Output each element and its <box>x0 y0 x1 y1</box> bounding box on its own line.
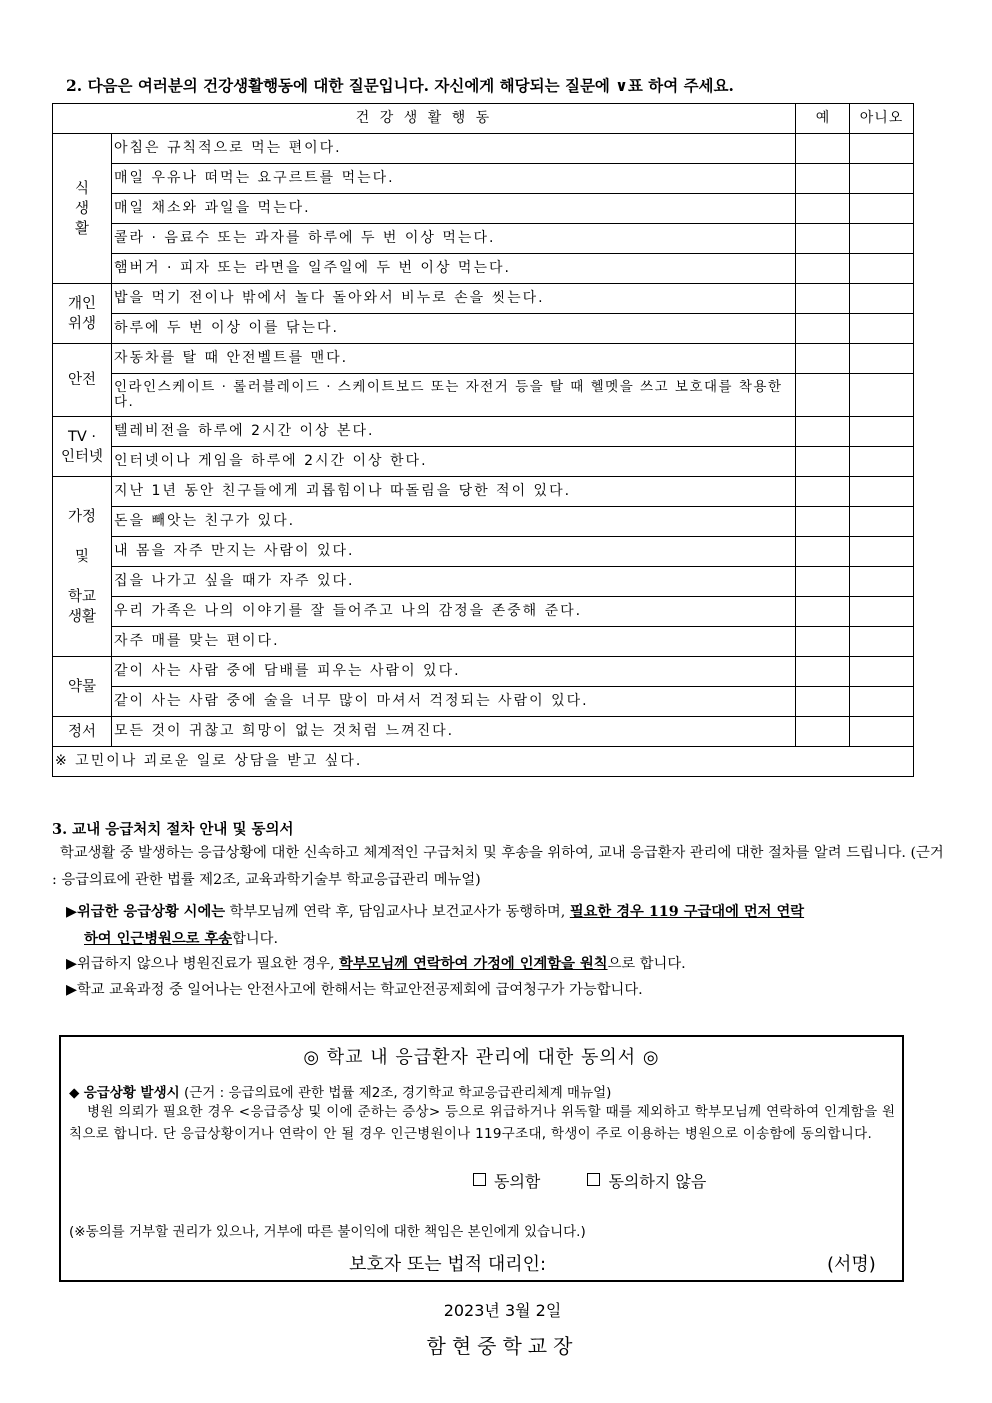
agree-checkbox[interactable] <box>473 1173 486 1186</box>
answer-no-cell[interactable] <box>850 717 914 747</box>
answer-yes-cell[interactable] <box>796 597 850 627</box>
answer-no-cell[interactable] <box>850 537 914 567</box>
header-activity: 건 강 생 활 행 동 <box>53 104 796 134</box>
answer-no-cell[interactable] <box>850 194 914 224</box>
answer-no-cell[interactable] <box>850 507 914 537</box>
question-text: 집을 나가고 싶을 때가 자주 있다. <box>112 567 796 597</box>
bullet-marker: ▶ <box>66 904 77 920</box>
question-text: 인라인스케이트 · 롤러블레이드 · 스케이트보드 또는 자전거 등을 탈 때 헬멧을 쓰고 보호대를 착용한다. <box>112 374 796 417</box>
answer-yes-cell[interactable] <box>796 284 850 314</box>
school-principal: 함현중학교장 <box>426 1334 579 1358</box>
health-survey-table <box>52 103 914 777</box>
disagree-checkbox[interactable] <box>587 1173 600 1186</box>
answer-yes-cell[interactable] <box>796 224 850 254</box>
answer-yes-cell[interactable] <box>796 164 850 194</box>
category-label: TV · 인터넷 <box>53 417 112 477</box>
header-yes: 예 <box>796 104 850 134</box>
consent-body: 병원 의뢰가 필요한 경우 <응급증상 및 이에 준하는 증상> 등으로 위급하거나 위독할 때를 제외하고 학부모님께 연락하여 인계함을 원칙으로 합니다. 단 응급상황이거나 연락이 안 될 경우 인근병원이나 119구조대, 학생이 주로 이용하는 병원으로 이송함에 동의합니다. <box>69 1104 896 1142</box>
table-row <box>53 657 914 687</box>
question-text: 인터넷이나 게임을 하루에 2시간 이상 한다. <box>112 447 796 477</box>
diamond-icon: ◆ <box>69 1085 80 1101</box>
table-row <box>53 507 914 537</box>
answer-yes-cell[interactable] <box>796 567 850 597</box>
document-date: 2023년 3월 2일 <box>443 1301 562 1320</box>
table-row <box>53 627 914 657</box>
disagree-option[interactable] <box>587 1172 706 1191</box>
answer-yes-cell[interactable] <box>796 314 850 344</box>
answer-no-cell[interactable] <box>850 417 914 447</box>
table-row <box>53 567 914 597</box>
consent-basis <box>69 1081 611 1101</box>
bullet2-underline: 학부모님께 연락하여 가정에 인계함을 원칙 <box>339 956 608 972</box>
question-text: 콜라 · 음료수 또는 과자를 하루에 두 번 이상 먹는다. <box>112 224 796 254</box>
table-row-counseling <box>53 747 914 777</box>
answer-no-cell[interactable] <box>850 597 914 627</box>
bullet1-mid: 학부모님께 연락 후, 담임교사나 보건교사가 동행하며, <box>225 904 570 920</box>
answer-yes-cell[interactable] <box>796 374 850 417</box>
bullet2-pre: 위급하지 않으나 병원진료가 필요한 경우, <box>77 956 340 972</box>
disagree-label: 동의하지 않음 <box>608 1172 707 1191</box>
table-row <box>53 284 914 314</box>
answer-no-cell[interactable] <box>850 254 914 284</box>
table-row <box>53 417 914 447</box>
section3-intro: 학교생활 중 발생하는 응급상황에 대한 신속하고 체계적인 구급처치 및 후송을 위하여, 교내 응급환자 관리에 대한 절차를 알려 드립니다. (근거 : 응급의료에 관한 법률 제2조, 교육과학기술부 학교응급관리 메뉴얼) <box>52 845 944 888</box>
answer-yes-cell[interactable] <box>796 537 850 567</box>
bullet1-bold: 위급한 응급상황 시에는 <box>77 904 226 920</box>
table-row <box>53 477 914 507</box>
bullet2-tail: 으로 합니다. <box>607 956 686 972</box>
question-text: 지난 1년 동안 친구들에게 괴롭힘이나 따돌림을 당한 적이 있다. <box>112 477 796 507</box>
question-text: 모든 것이 귀찮고 희망이 없는 것처럼 느껴진다. <box>112 717 796 747</box>
answer-no-cell[interactable] <box>850 567 914 597</box>
bullet1-tail: 합니다. <box>232 931 279 947</box>
bullet-insurance <box>66 977 946 1004</box>
table-row <box>53 224 914 254</box>
table-row <box>53 134 914 164</box>
answer-no-cell[interactable] <box>850 657 914 687</box>
header-no: 아니오 <box>850 104 914 134</box>
answer-yes-cell[interactable] <box>796 657 850 687</box>
question-text: 매일 채소와 과일을 먹는다. <box>112 194 796 224</box>
category-label: 개인 위생 <box>53 284 112 344</box>
question-text: 밥을 먹기 전이나 밖에서 놀다 돌아와서 비누로 손을 씻는다. <box>112 284 796 314</box>
question-text: 같이 사는 사람 중에 담배를 피우는 사람이 있다. <box>112 657 796 687</box>
consent-basis-text: (근거 : 응급의료에 관한 법률 제2조, 경기학교 학교응급관리체계 매뉴얼) <box>179 1085 612 1101</box>
table-row <box>53 447 914 477</box>
consent-form <box>59 1035 904 1282</box>
consent-choices <box>473 1169 706 1192</box>
answer-yes-cell[interactable] <box>796 627 850 657</box>
bullet-marker: ▶ <box>66 956 77 972</box>
answer-yes-cell[interactable] <box>796 717 850 747</box>
table-row <box>53 717 914 747</box>
bullet1-underline2: 하여 인근병원으로 후송 <box>84 931 233 947</box>
section3-title: 3. 교내 응급처치 절차 안내 및 동의서 <box>52 821 294 838</box>
table-row <box>53 254 914 284</box>
table-header-row <box>53 104 914 134</box>
category-label: 식 생 활 <box>53 134 112 284</box>
answer-no-cell[interactable] <box>850 134 914 164</box>
answer-yes-cell[interactable] <box>796 344 850 374</box>
answer-no-cell[interactable] <box>850 224 914 254</box>
answer-yes-cell[interactable] <box>796 254 850 284</box>
table-row <box>53 344 914 374</box>
table-row <box>53 164 914 194</box>
category-label: 정서 <box>53 717 112 747</box>
answer-no-cell[interactable] <box>850 627 914 657</box>
table-row <box>53 597 914 627</box>
answer-yes-cell[interactable] <box>796 447 850 477</box>
answer-no-cell[interactable] <box>850 284 914 314</box>
section2-title: 2. 다음은 여러분의 건강생활행동에 대한 질문입니다. 자신에게 해당되는 질문에 ∨표 하여 주세요. <box>66 76 734 95</box>
table-row <box>53 194 914 224</box>
counseling-question: ※ 고민이나 괴로운 일로 상담을 받고 싶다. <box>53 747 914 777</box>
answer-no-cell[interactable] <box>850 687 914 717</box>
answer-no-cell[interactable] <box>850 477 914 507</box>
bullet-non-emergency <box>66 951 946 978</box>
consent-title: ◎ 학교 내 응급환자 관리에 대한 동의서 ◎ <box>303 1047 660 1068</box>
bullet-marker: ▶ <box>66 982 77 998</box>
agree-label: 동의함 <box>494 1172 541 1191</box>
signature-row <box>349 1250 889 1276</box>
category-label: 안전 <box>53 344 112 417</box>
question-text: 매일 우유나 떠먹는 요구르트를 먹는다. <box>112 164 796 194</box>
question-text: 하루에 두 번 이상 이를 닦는다. <box>112 314 796 344</box>
table-row <box>53 374 914 417</box>
signature-label: 보호자 또는 법적 대리인: <box>349 1254 547 1275</box>
question-text: 햄버거 · 피자 또는 라면을 일주일에 두 번 이상 먹는다. <box>112 254 796 284</box>
answer-yes-cell[interactable] <box>796 194 850 224</box>
category-label: 가정 및 학교 생활 <box>53 477 112 657</box>
category-label: 약물 <box>53 657 112 717</box>
consent-notice: (※동의를 거부할 권리가 있으나, 거부에 따른 불이익에 대한 책임은 본인에게 있습니다.) <box>69 1224 586 1240</box>
answer-yes-cell[interactable] <box>796 687 850 717</box>
table-row <box>53 537 914 567</box>
question-text: 내 몸을 자주 만지는 사람이 있다. <box>112 537 796 567</box>
answer-yes-cell[interactable] <box>796 507 850 537</box>
bullet3-text: 학교 교육과정 중 일어나는 안전사고에 한해서는 학교안전공제회에 급여청구가 가능합니다. <box>77 982 643 998</box>
signature-field[interactable]: (서명) <box>827 1254 876 1275</box>
answer-yes-cell[interactable] <box>796 477 850 507</box>
question-text: 같이 사는 사람 중에 술을 너무 많이 마셔서 걱정되는 사람이 있다. <box>112 687 796 717</box>
answer-no-cell[interactable] <box>850 447 914 477</box>
bullet-emergency <box>66 899 946 953</box>
question-text: 우리 가족은 나의 이야기를 잘 들어주고 나의 감정을 존중해 준다. <box>112 597 796 627</box>
table-row <box>53 314 914 344</box>
answer-yes-cell[interactable] <box>796 417 850 447</box>
bullet1-underline1: 필요한 경우 119 구급대에 먼저 연락 <box>569 904 805 920</box>
table-row <box>53 687 914 717</box>
answer-no-cell[interactable] <box>850 374 914 417</box>
question-text: 아침은 규칙적으로 먹는 편이다. <box>112 134 796 164</box>
consent-basis-bold: 응급상황 발생시 <box>83 1085 180 1101</box>
answer-yes-cell[interactable] <box>796 134 850 164</box>
answer-no-cell[interactable] <box>850 314 914 344</box>
agree-option[interactable] <box>473 1172 540 1191</box>
question-text: 자동차를 탈 때 안전벨트를 맨다. <box>112 344 796 374</box>
answer-no-cell[interactable] <box>850 164 914 194</box>
question-text: 자주 매를 맞는 편이다. <box>112 627 796 657</box>
answer-no-cell[interactable] <box>850 344 914 374</box>
question-text: 텔레비전을 하루에 2시간 이상 본다. <box>112 417 796 447</box>
question-text: 돈을 빼앗는 친구가 있다. <box>112 507 796 537</box>
